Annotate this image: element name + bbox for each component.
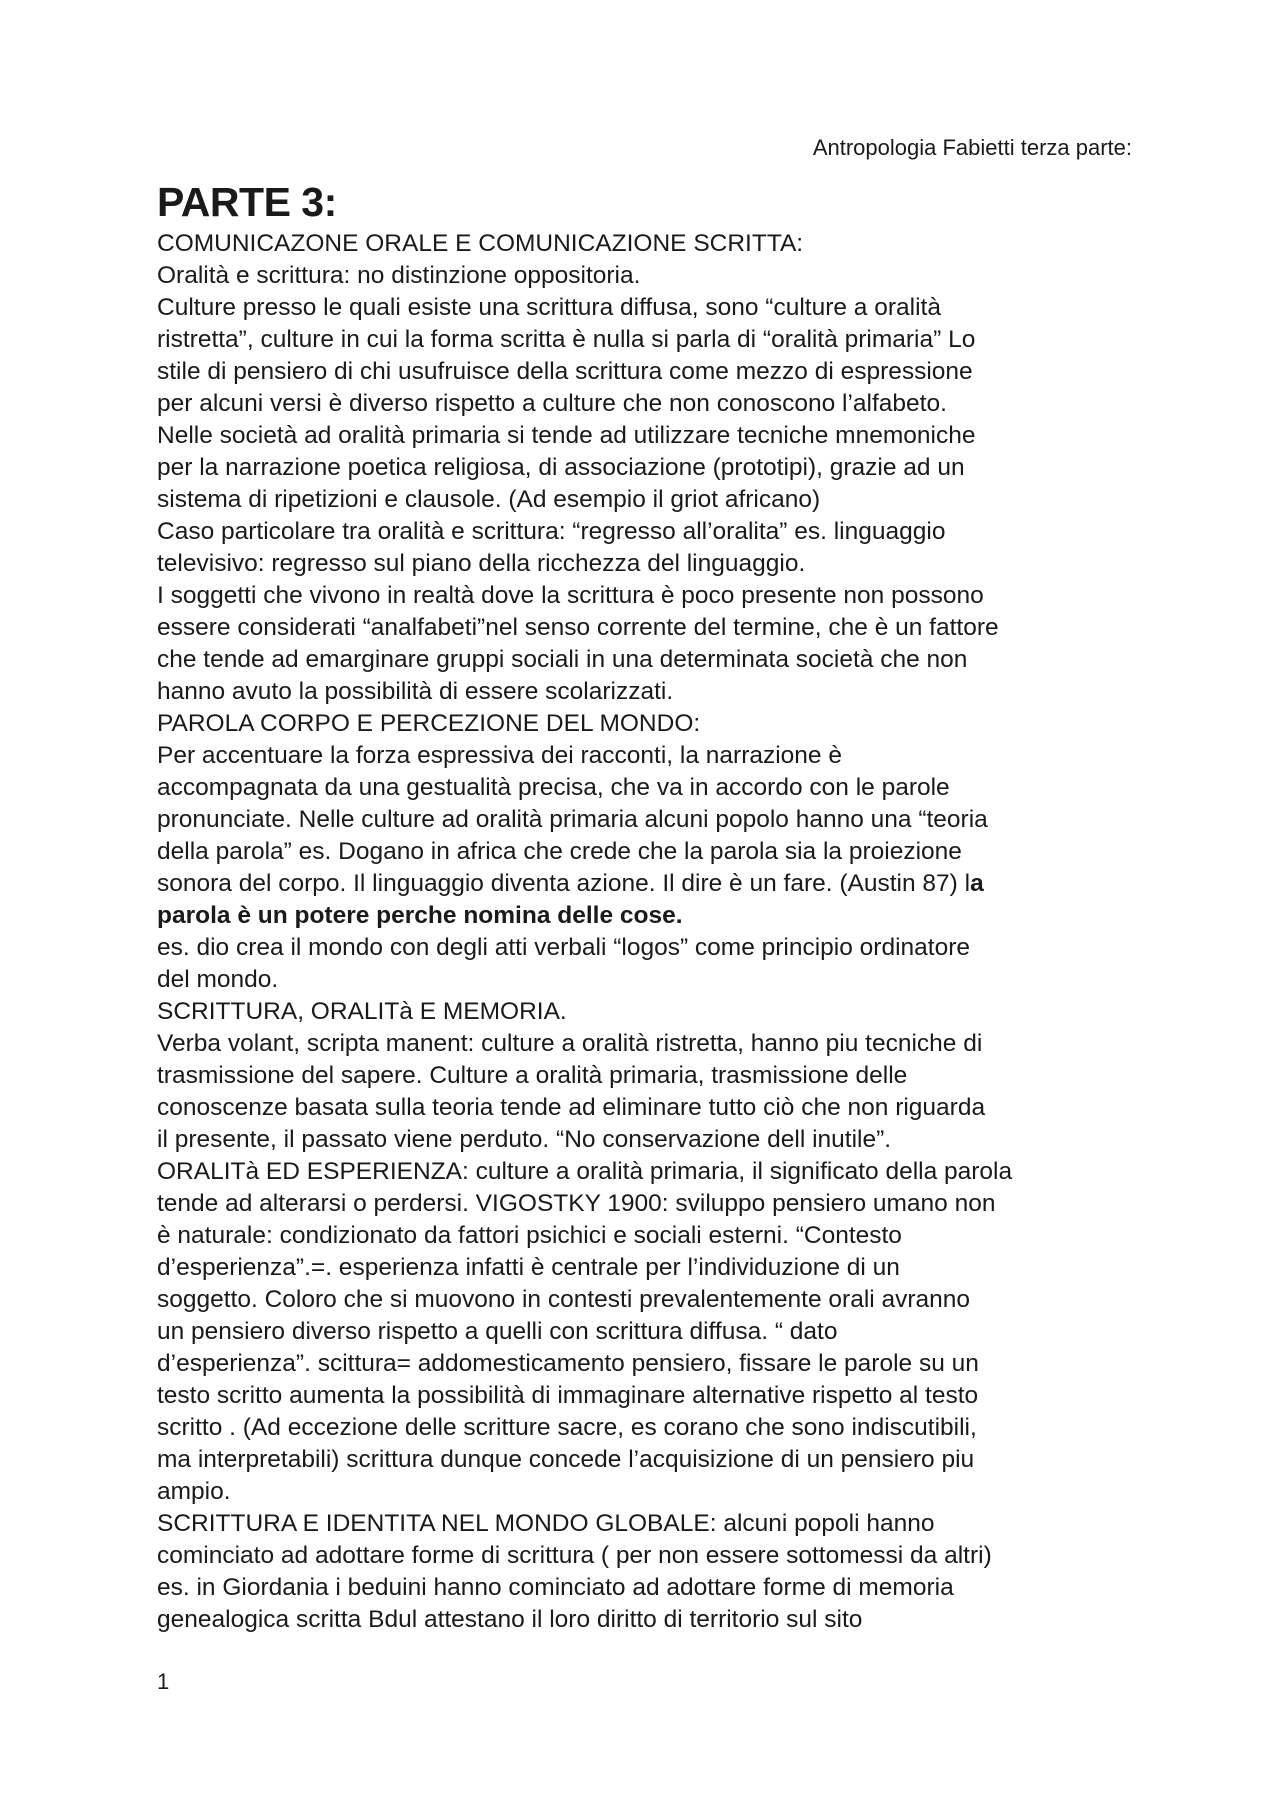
text-line: d’esperienza”.=. esperienza infatti è centrale per l’individuzione di un [157, 1254, 900, 1281]
text-line: Nelle società ad oralità primaria si tende ad utilizzare tecniche mnemoniche [157, 422, 976, 449]
running-header: Antropologia Fabietti terza parte: [812, 135, 1132, 160]
text-line: Verba volant, scripta manent: culture a oralità ristretta, hanno piu tecniche di [157, 1030, 983, 1057]
text-line: il presente, il passato viene perduto. “No conservazione dell inutile”. [157, 1126, 892, 1153]
text-line: conoscenze basata sulla teoria tende ad eliminare tutto ciò che non riguarda [157, 1094, 986, 1121]
text-line: Culture presso le quali esiste una scrittura diffusa, sono “culture a oralità [157, 294, 941, 321]
text-line: essere considerati “analfabeti”nel senso corrente del termine, che è un fattore [157, 614, 999, 641]
document-content [157, 178, 1137, 1636]
text-line: ristretta”, culture in cui la forma scritta è nulla si parla di “oralità primaria” Lo [157, 326, 976, 353]
text-line: per la narrazione poetica religiosa, di associazione (prototipi), grazie ad un [157, 454, 965, 481]
text-line: un pensiero diverso rispetto a quelli con scrittura diffusa. “ dato [157, 1318, 838, 1345]
text-line: COMUNICAZONE ORALE E COMUNICAZIONE SCRITTA: [157, 230, 804, 257]
text-line: PAROLA CORPO E PERCEZIONE DEL MONDO: [157, 710, 701, 737]
text-line: SCRITTURA E IDENTITA NEL MONDO GLOBALE: alcuni popoli hanno [157, 1510, 935, 1537]
text-line: SCRITTURA, ORALITà E MEMORIA. [157, 998, 567, 1025]
text-line: è naturale: condizionato da fattori psichici e sociali esterni. “Contesto [157, 1222, 902, 1249]
text-line: trasmissione del sapere. Culture a oralità primaria, trasmissione delle [157, 1062, 908, 1089]
text-line: soggetto. Coloro che si muovono in contesti prevalentemente orali avranno [157, 1286, 971, 1313]
text-line: della parola” es. Dogano in africa che crede che la parola sia la proiezione [157, 838, 962, 865]
body-text [157, 228, 1137, 1636]
text-line: ma interpretabili) scrittura dunque concede l’acquisizione di un pensiero piu [157, 1446, 975, 1473]
text-line: tende ad alterarsi o perdersi. VIGOSTKY 1900: sviluppo pensiero umano non [157, 1190, 996, 1217]
text-line: Caso particolare tra oralità e scrittura: “regresso all’oralita” es. linguaggio [157, 518, 946, 545]
text-line: Oralità e scrittura: no distinzione oppositoria. [157, 262, 641, 289]
bold-statement: parola è un potere perche nomina delle cose. [157, 902, 683, 929]
text-line: sistema di ripetizioni e clausole. (Ad esempio il griot africano) [157, 486, 821, 513]
text-line: cominciato ad adottare forme di scrittura ( per non essere sottomessi da altri) [157, 1542, 992, 1569]
text-line: es. in Giordania i beduini hanno cominciato ad adottare forme di memoria [157, 1574, 954, 1601]
text-line: televisivo: regresso sul piano della ricchezza del linguaggio. [157, 550, 806, 577]
text-line: scritto . (Ad eccezione delle scritture sacre, es corano che sono indiscutibili, [157, 1414, 977, 1441]
austin-line-text: sonora del corpo. Il linguaggio diventa azione. Il dire è un fare. (Austin 87) l [157, 870, 971, 897]
text-line: es. dio crea il mondo con degli atti verbali “logos” come principio ordinatore [157, 934, 970, 961]
text-line: accompagnata da una gestualità precisa, che va in accordo con le parole [157, 774, 950, 801]
page-title: PARTE 3: [157, 179, 337, 225]
text-line: d’esperienza”. scittura= addomesticamento pensiero, fissare le parole su un [157, 1350, 979, 1377]
text-line: che tende ad emarginare gruppi sociali in una determinata società che non [157, 646, 968, 673]
text-line: Per accentuare la forza espressiva dei racconti, la narrazione è [157, 742, 842, 769]
text-line: ORALITà ED ESPERIENZA: culture a oralità primaria, il significato della parola [157, 1158, 1013, 1185]
text-line: I soggetti che vivono in realtà dove la scrittura è poco presente non possono [157, 582, 984, 609]
bold-text-line [157, 900, 1137, 932]
page-number: 1 [157, 1669, 170, 1694]
text-line-austin [157, 868, 1137, 900]
austin-line-bold-letter: a [970, 870, 984, 897]
text-line: genealogica scritta Bdul attestano il loro diritto di territorio sul sito [157, 1606, 863, 1633]
text-line: hanno avuto la possibilità di essere scolarizzati. [157, 678, 674, 705]
text-line: testo scritto aumenta la possibilità di immaginare alternative rispetto al testo [157, 1382, 979, 1409]
text-line: del mondo. [157, 966, 279, 993]
text-line: pronunciate. Nelle culture ad oralità primaria alcuni popolo hanno una “teoria [157, 806, 988, 833]
text-line: per alcuni versi è diverso rispetto a culture che non conoscono l’alfabeto. [157, 390, 947, 417]
text-line: stile di pensiero di chi usufruisce della scrittura come mezzo di espressione [157, 358, 973, 385]
text-line: ampio. [157, 1478, 231, 1505]
